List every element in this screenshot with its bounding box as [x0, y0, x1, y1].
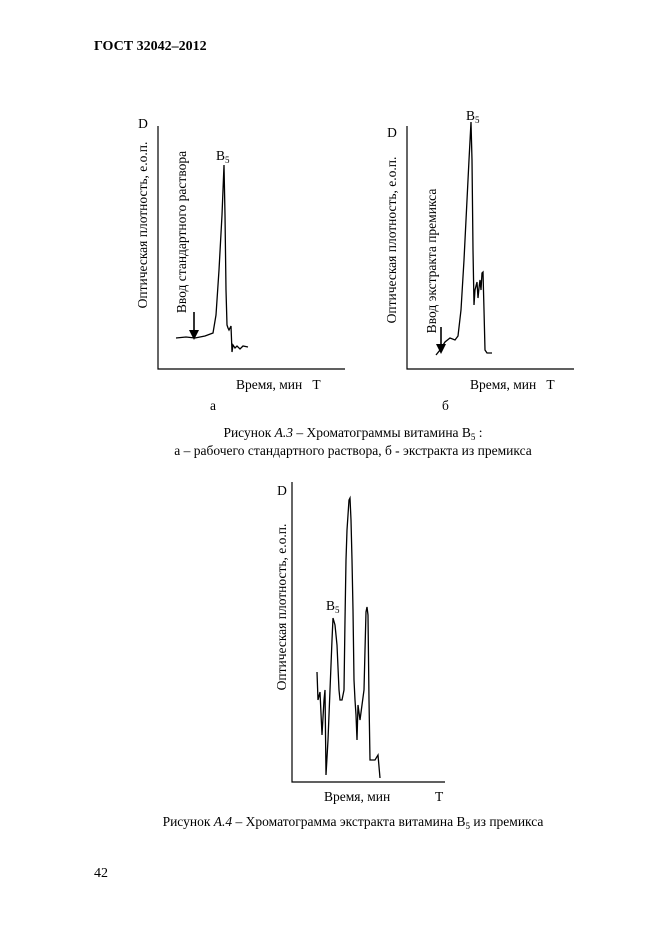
injection-label-b: Ввод экстракта премикса [424, 188, 439, 334]
injection-label-a: Ввод стандартного раствора [174, 150, 189, 314]
peak-label-a: $B_5$ [216, 148, 230, 165]
figure-a4-caption: Рисунок А.4 – Хроматограмма экстракта витамина $В_5$ из премикса [162, 814, 544, 831]
panel-letter-a: а [210, 398, 216, 413]
chromatogram-a4-trace [317, 498, 380, 778]
y-axis-symbol-b: D [387, 125, 397, 140]
y-axis-label-a4: Оптическая плотность, е.о.п. [274, 523, 289, 691]
y-axis-label-a: Оптическая плотность, е.о.п. [135, 141, 150, 309]
peak-label-a4: $B_5$ [326, 598, 340, 615]
peak-label-b: $B_5$ [466, 108, 480, 125]
x-axis-symbol-a: T [312, 377, 321, 392]
x-axis-label-a: Время, мин T [236, 377, 321, 392]
document-header: ГОСТ 32042–2012 [94, 39, 207, 54]
figure-a3-caption-line2: а – рабочего стандартного раствора, б - экстракта из премикса [174, 443, 532, 458]
x-axis-symbol-b: T [546, 377, 555, 392]
y-axis-label-b: Оптическая плотность, е.о.п. [384, 156, 399, 324]
x-axis-label-b: Время, мин T [470, 377, 555, 392]
x-axis-label-a4: Время, мин [324, 789, 391, 804]
y-axis-symbol-a4: D [277, 483, 287, 498]
x-axis-symbol-a4: T [435, 789, 444, 804]
panel-letter-b: б [442, 398, 449, 413]
figure-a3-caption: Рисунок А.3 – Хроматограммы витамина $В_5$ : [223, 425, 483, 442]
page-number: 42 [94, 866, 108, 881]
y-axis-symbol-a: D [138, 116, 148, 131]
